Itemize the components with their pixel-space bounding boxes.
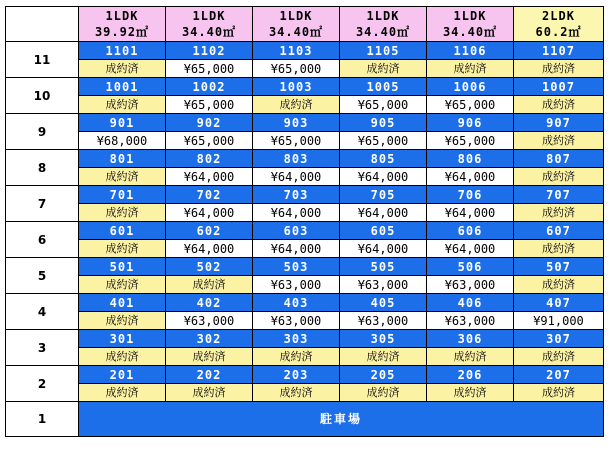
room-number-row bbox=[6, 78, 604, 96]
room-number-cell: 601 bbox=[79, 222, 166, 240]
sold-status-cell: 成約済 bbox=[79, 312, 166, 330]
sold-status-cell: 成約済 bbox=[166, 384, 253, 402]
room-number-cell: 1107 bbox=[514, 42, 604, 60]
sold-status-cell: 成約済 bbox=[166, 276, 253, 294]
rent-price-cell: ¥65,000 bbox=[166, 96, 253, 114]
sold-status-cell: 成約済 bbox=[427, 60, 514, 78]
room-status-row bbox=[6, 204, 604, 222]
room-number-cell: 702 bbox=[166, 186, 253, 204]
room-status-row bbox=[6, 240, 604, 258]
room-number-cell: 201 bbox=[79, 366, 166, 384]
sold-status-cell: 成約済 bbox=[514, 132, 604, 150]
room-number-cell: 301 bbox=[79, 330, 166, 348]
unit-type-header: 2LDK 60.2㎡ bbox=[514, 7, 604, 42]
room-number-cell: 207 bbox=[514, 366, 604, 384]
ground-floor-row bbox=[6, 402, 604, 437]
room-status-row bbox=[6, 60, 604, 78]
room-number-cell: 507 bbox=[514, 258, 604, 276]
room-number-cell: 1106 bbox=[427, 42, 514, 60]
vacancy-table bbox=[5, 6, 604, 437]
room-number-cell: 1101 bbox=[79, 42, 166, 60]
room-number-cell: 903 bbox=[253, 114, 340, 132]
room-number-cell: 305 bbox=[340, 330, 427, 348]
unit-type-header: 1LDK 34.40㎡ bbox=[427, 7, 514, 42]
room-number-cell: 907 bbox=[514, 114, 604, 132]
sold-status-cell: 成約済 bbox=[514, 96, 604, 114]
room-number-cell: 1007 bbox=[514, 78, 604, 96]
room-number-cell: 403 bbox=[253, 294, 340, 312]
room-number-cell: 905 bbox=[340, 114, 427, 132]
sold-status-cell: 成約済 bbox=[253, 96, 340, 114]
rent-price-cell: ¥64,000 bbox=[427, 168, 514, 186]
room-number-cell: 606 bbox=[427, 222, 514, 240]
rent-price-cell: ¥64,000 bbox=[166, 204, 253, 222]
sold-status-cell: 成約済 bbox=[79, 240, 166, 258]
sold-status-cell: 成約済 bbox=[427, 348, 514, 366]
room-number-cell: 306 bbox=[427, 330, 514, 348]
sold-status-cell: 成約済 bbox=[79, 60, 166, 78]
unit-type-header: 1LDK 34.40㎡ bbox=[166, 7, 253, 42]
floor-body bbox=[6, 42, 604, 402]
room-number-cell: 203 bbox=[253, 366, 340, 384]
room-number-cell: 302 bbox=[166, 330, 253, 348]
room-number-cell: 807 bbox=[514, 150, 604, 168]
room-number-cell: 802 bbox=[166, 150, 253, 168]
sold-status-cell: 成約済 bbox=[514, 60, 604, 78]
floor-label: 2 bbox=[6, 366, 79, 402]
sold-status-cell: 成約済 bbox=[166, 348, 253, 366]
room-number-cell: 503 bbox=[253, 258, 340, 276]
rent-price-cell: ¥65,000 bbox=[340, 96, 427, 114]
floor-label: 1 bbox=[6, 402, 79, 437]
sold-status-cell: 成約済 bbox=[79, 276, 166, 294]
rent-price-cell: ¥63,000 bbox=[166, 312, 253, 330]
room-number-cell: 1001 bbox=[79, 78, 166, 96]
room-number-row bbox=[6, 222, 604, 240]
room-number-cell: 803 bbox=[253, 150, 340, 168]
room-number-cell: 603 bbox=[253, 222, 340, 240]
rent-price-cell: ¥63,000 bbox=[253, 312, 340, 330]
room-number-row bbox=[6, 258, 604, 276]
room-number-cell: 901 bbox=[79, 114, 166, 132]
sold-status-cell: 成約済 bbox=[514, 348, 604, 366]
room-number-cell: 1105 bbox=[340, 42, 427, 60]
room-number-cell: 407 bbox=[514, 294, 604, 312]
room-status-row bbox=[6, 348, 604, 366]
rent-price-cell: ¥65,000 bbox=[340, 132, 427, 150]
room-number-cell: 703 bbox=[253, 186, 340, 204]
header-row bbox=[6, 7, 604, 42]
room-number-cell: 307 bbox=[514, 330, 604, 348]
sold-status-cell: 成約済 bbox=[79, 204, 166, 222]
room-number-cell: 506 bbox=[427, 258, 514, 276]
rent-price-cell: ¥63,000 bbox=[427, 312, 514, 330]
sold-status-cell: 成約済 bbox=[514, 384, 604, 402]
floor-label: 5 bbox=[6, 258, 79, 294]
room-number-cell: 607 bbox=[514, 222, 604, 240]
unit-type-header: 1LDK 34.40㎡ bbox=[253, 7, 340, 42]
room-number-cell: 801 bbox=[79, 150, 166, 168]
room-number-cell: 1005 bbox=[340, 78, 427, 96]
rent-price-cell: ¥64,000 bbox=[166, 168, 253, 186]
rent-price-cell: ¥65,000 bbox=[166, 60, 253, 78]
room-status-row bbox=[6, 96, 604, 114]
corner-cell bbox=[6, 7, 79, 42]
room-number-cell: 205 bbox=[340, 366, 427, 384]
room-number-cell: 501 bbox=[79, 258, 166, 276]
rent-price-cell: ¥68,000 bbox=[79, 132, 166, 150]
sold-status-cell: 成約済 bbox=[514, 276, 604, 294]
room-number-cell: 906 bbox=[427, 114, 514, 132]
room-number-cell: 1003 bbox=[253, 78, 340, 96]
room-status-row bbox=[6, 312, 604, 330]
rent-price-cell: ¥65,000 bbox=[427, 96, 514, 114]
rent-price-cell: ¥64,000 bbox=[253, 240, 340, 258]
room-number-row bbox=[6, 114, 604, 132]
room-number-cell: 705 bbox=[340, 186, 427, 204]
rent-price-cell: ¥65,000 bbox=[166, 132, 253, 150]
rent-price-cell: ¥64,000 bbox=[166, 240, 253, 258]
rent-price-cell: ¥63,000 bbox=[340, 312, 427, 330]
floor-label: 4 bbox=[6, 294, 79, 330]
room-number-cell: 1103 bbox=[253, 42, 340, 60]
room-number-cell: 707 bbox=[514, 186, 604, 204]
room-number-cell: 402 bbox=[166, 294, 253, 312]
room-number-row bbox=[6, 186, 604, 204]
rent-price-cell: ¥65,000 bbox=[253, 132, 340, 150]
room-number-cell: 401 bbox=[79, 294, 166, 312]
sold-status-cell: 成約済 bbox=[340, 348, 427, 366]
floor-label: 7 bbox=[6, 186, 79, 222]
room-number-row bbox=[6, 42, 604, 60]
rent-price-cell: ¥63,000 bbox=[340, 276, 427, 294]
rent-price-cell: ¥64,000 bbox=[253, 204, 340, 222]
rent-price-cell: ¥63,000 bbox=[253, 276, 340, 294]
room-number-row bbox=[6, 330, 604, 348]
rent-price-cell: ¥91,000 bbox=[514, 312, 604, 330]
room-number-cell: 805 bbox=[340, 150, 427, 168]
sold-status-cell: 成約済 bbox=[340, 384, 427, 402]
sold-status-cell: 成約済 bbox=[514, 168, 604, 186]
rent-price-cell: ¥64,000 bbox=[427, 240, 514, 258]
sold-status-cell: 成約済 bbox=[79, 168, 166, 186]
parking-cell: 駐車場 bbox=[79, 402, 604, 437]
room-number-cell: 206 bbox=[427, 366, 514, 384]
room-status-row bbox=[6, 168, 604, 186]
floor-label: 3 bbox=[6, 330, 79, 366]
sold-status-cell: 成約済 bbox=[514, 240, 604, 258]
floor-label: 10 bbox=[6, 78, 79, 114]
floor-label: 6 bbox=[6, 222, 79, 258]
room-number-cell: 406 bbox=[427, 294, 514, 312]
floor-label: 8 bbox=[6, 150, 79, 186]
room-number-cell: 202 bbox=[166, 366, 253, 384]
room-number-row bbox=[6, 366, 604, 384]
room-number-cell: 1006 bbox=[427, 78, 514, 96]
rent-price-cell: ¥64,000 bbox=[340, 204, 427, 222]
rent-price-cell: ¥64,000 bbox=[340, 240, 427, 258]
sold-status-cell: 成約済 bbox=[79, 348, 166, 366]
room-number-cell: 602 bbox=[166, 222, 253, 240]
room-number-row bbox=[6, 294, 604, 312]
room-number-cell: 605 bbox=[340, 222, 427, 240]
rent-price-cell: ¥64,000 bbox=[253, 168, 340, 186]
room-status-row bbox=[6, 384, 604, 402]
room-status-row bbox=[6, 132, 604, 150]
floor-label: 9 bbox=[6, 114, 79, 150]
sold-status-cell: 成約済 bbox=[253, 348, 340, 366]
sold-status-cell: 成約済 bbox=[79, 96, 166, 114]
sold-status-cell: 成約済 bbox=[514, 204, 604, 222]
room-number-cell: 701 bbox=[79, 186, 166, 204]
room-number-cell: 1002 bbox=[166, 78, 253, 96]
room-number-cell: 902 bbox=[166, 114, 253, 132]
rent-price-cell: ¥65,000 bbox=[427, 132, 514, 150]
sold-status-cell: 成約済 bbox=[340, 60, 427, 78]
room-number-row bbox=[6, 150, 604, 168]
room-number-cell: 505 bbox=[340, 258, 427, 276]
room-number-cell: 706 bbox=[427, 186, 514, 204]
room-number-cell: 806 bbox=[427, 150, 514, 168]
unit-type-header: 1LDK 39.92㎡ bbox=[79, 7, 166, 42]
rent-price-cell: ¥63,000 bbox=[427, 276, 514, 294]
room-number-cell: 502 bbox=[166, 258, 253, 276]
rent-price-cell: ¥64,000 bbox=[427, 204, 514, 222]
floor-label: 11 bbox=[6, 42, 79, 78]
room-number-cell: 1102 bbox=[166, 42, 253, 60]
rent-price-cell: ¥64,000 bbox=[340, 168, 427, 186]
sold-status-cell: 成約済 bbox=[79, 384, 166, 402]
rent-price-cell: ¥65,000 bbox=[253, 60, 340, 78]
room-number-cell: 303 bbox=[253, 330, 340, 348]
sold-status-cell: 成約済 bbox=[427, 384, 514, 402]
room-status-row bbox=[6, 276, 604, 294]
unit-type-header: 1LDK 34.40㎡ bbox=[340, 7, 427, 42]
room-number-cell: 405 bbox=[340, 294, 427, 312]
sold-status-cell: 成約済 bbox=[253, 384, 340, 402]
